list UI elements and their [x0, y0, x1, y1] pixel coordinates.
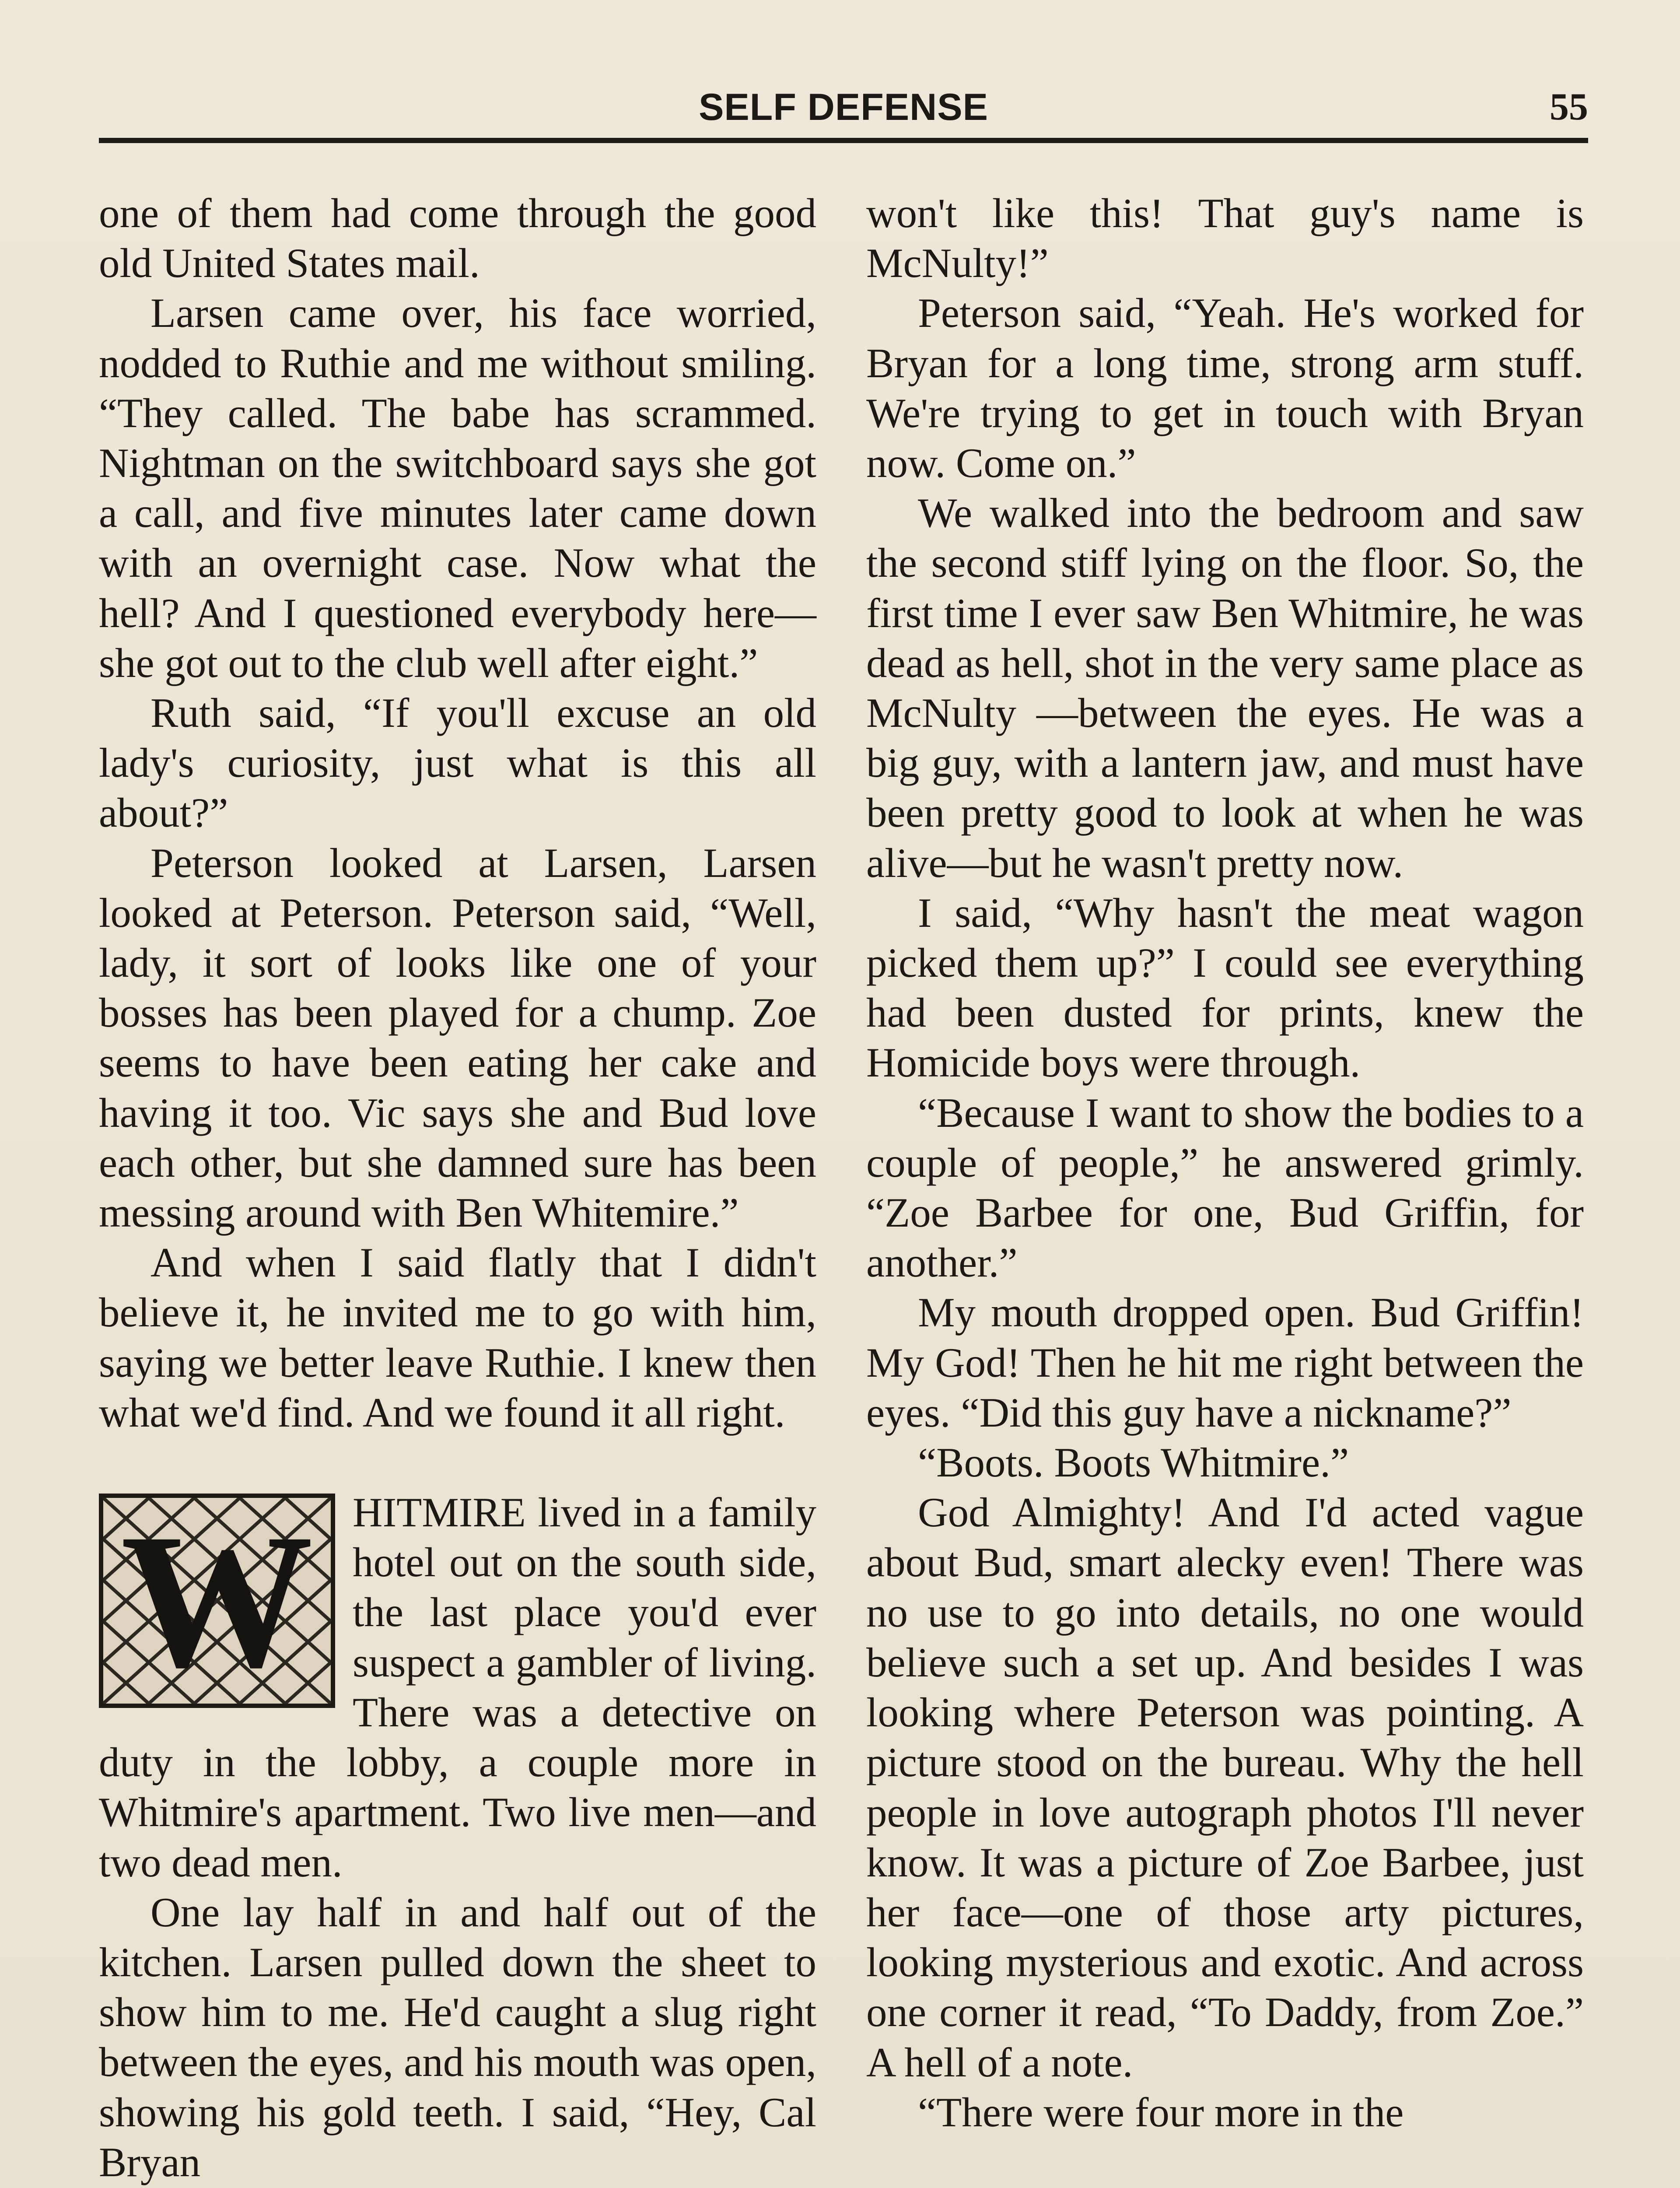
paragraph: “Boots. Boots Whitmire.”: [918, 1439, 1349, 1486]
page-header: [99, 83, 1588, 140]
paragraph: And when I said flatly that I didn't believe it, he invited me to go with him, saying we better leave Ruthie. I knew then what we'd find. And we found it all right.: [99, 1239, 816, 1436]
header-rule: [99, 138, 1588, 143]
running-head: SELF DEFENSE: [699, 86, 988, 128]
paragraph: Larsen came over, his face worried, nodded to Ruthie and me without smiling. “They called. The babe has scrammed. Nightman on the switchboard says she got a call, and five minutes later came down with an overnight case. Now what the hell? And I questioned everybody here—she got out to the club well after eight.”: [99, 290, 816, 686]
paragraph: “There were four more in the: [918, 2089, 1404, 2135]
paragraph: My mouth dropped open. Bud Griffin! My God! Then he hit me right between the eyes. “Did this guy have a nickname?”: [866, 1289, 1584, 1436]
right-column: [866, 188, 1584, 2137]
paragraph: God Almighty! And I'd acted vague about Bud, smart alecky even! There was no use to go into details, no one would believe such a set up. And besides I was looking where Peterson was pointing. A picture stood on the bureau. Why the hell people in love autograph photos I'll never know. It was a picture of Zoe Barbee, just her face—one of those arty pictures, looking mysterious and exotic. And across one corner it read, “To Daddy, from Zoe.” A hell of a note.: [866, 1489, 1584, 2086]
section-break: [99, 1438, 816, 1487]
left-column: [99, 188, 816, 2187]
paragraph: I said, “Why hasn't the meat wagon picked them up?” I could see everything had been dusted for prints, knew the Homicide boys were through.: [866, 889, 1584, 1086]
paragraph: “Because I want to show the bodies to a couple of people,” he answered grimly. “Zoe Barbee for one, Bud Griffin, for another.”: [866, 1089, 1584, 1286]
paragraph: Peterson looked at Larsen, Larsen looked at Peterson. Peterson said, “Well, lady, it sort of looks like one of your bosses has been played for a chump. Zoe seems to have been eating her cake and having it too. Vic says she and Bud love each other, but she damned sure has been messing around with Ben Whitemire.”: [99, 839, 816, 1236]
page-number: 55: [1550, 86, 1588, 128]
paragraph: won't like this! That guy's name is McNulty!”: [866, 190, 1584, 287]
drop-cap-ornament: [99, 1494, 335, 1708]
paragraph: Peterson said, “Yeah. He's worked for Bryan for a long time, strong arm stuff. We're trying to get in touch with Bryan now. Come on.”: [866, 290, 1584, 487]
paragraph: We walked into the bedroom and saw the second stiff lying on the floor. So, the first time I ever saw Ben Whitmire, he was dead as hell, shot in the very same place as McNulty —between the eyes. He was a big guy, with a lantern jaw, and must have been pretty good to look at when he was alive—but he wasn't pretty now.: [866, 490, 1584, 886]
drop-cap-letter: W: [121, 1494, 313, 1708]
paragraph: HITMIRE lived in a family hotel out on the south side, the last place you'd ever suspect a gambler of living. There was a detective on duty in the lobby, a couple more in Whitmire's apartment. Two live men—and two dead men.: [99, 1489, 816, 1886]
paragraph: one of them had come through the good old United States mail.: [99, 190, 816, 287]
paragraph: Ruth said, “If you'll excuse an old lady's curiosity, just what is this all about?”: [99, 690, 816, 836]
paragraph: One lay half in and half out of the kitchen. Larsen pulled down the sheet to show him to me. He'd caught a slug right between the eyes, and his mouth was open, showing his gold teeth. I said, “Hey, Cal Bryan: [99, 1889, 816, 2185]
